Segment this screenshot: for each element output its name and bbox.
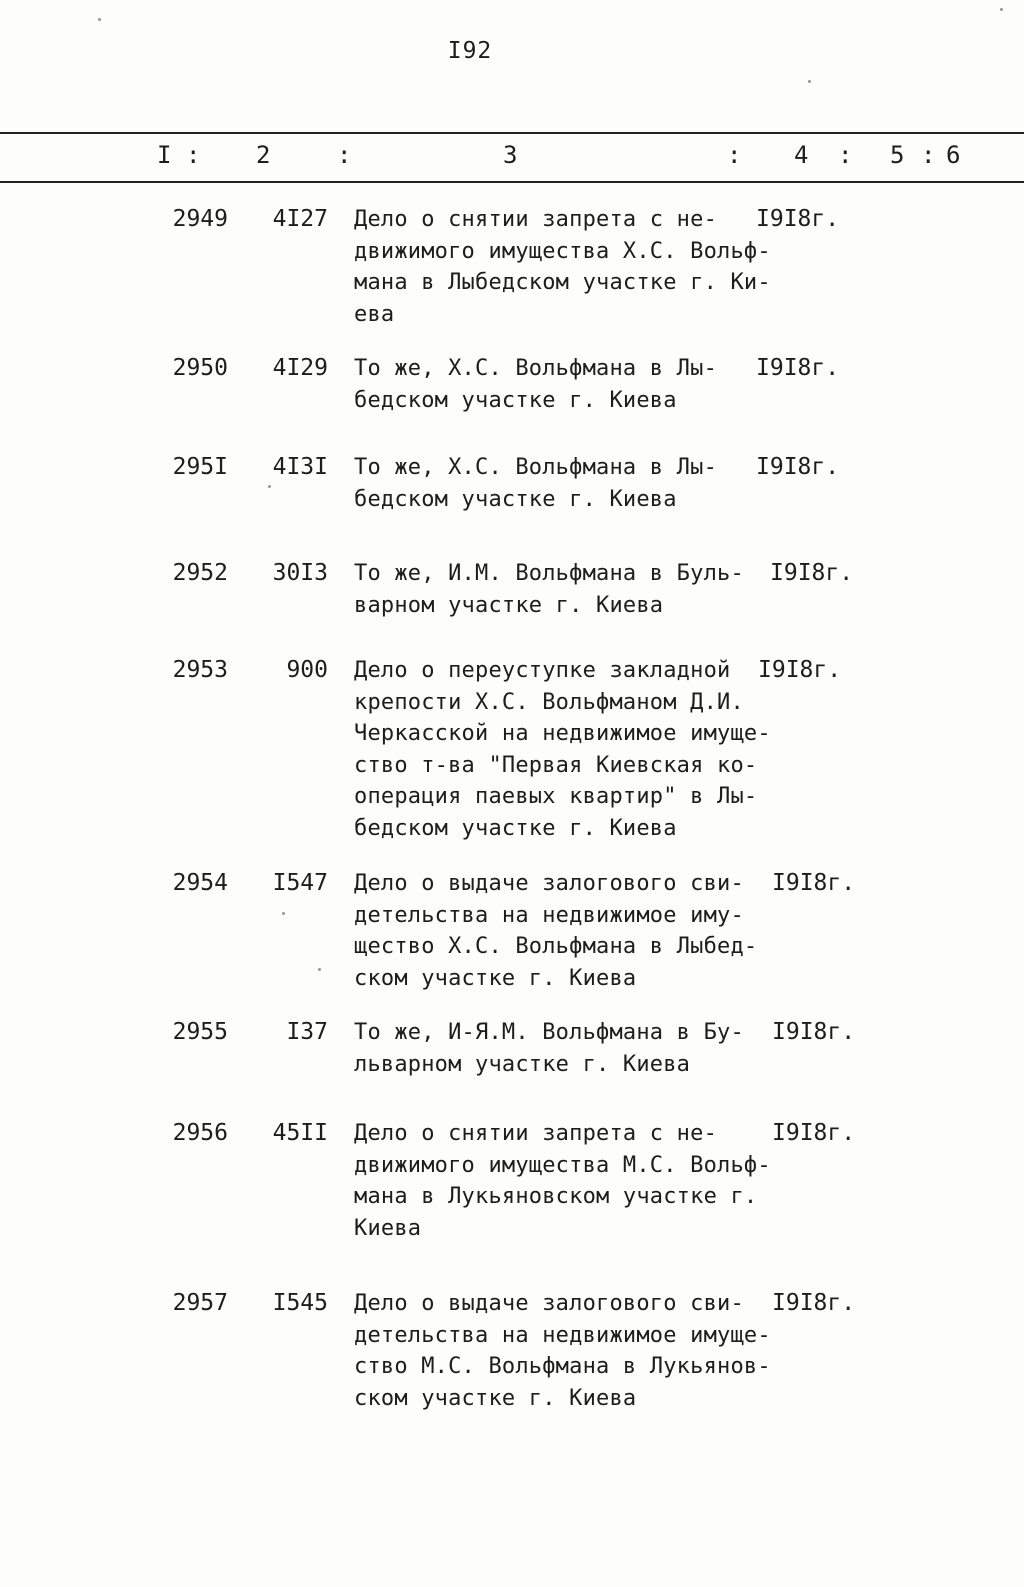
file-number: 4I27 [272, 206, 328, 232]
title-line: бедском участке г. Киева [354, 815, 677, 841]
title-line: мана в Лукьяновском участке г. [354, 1184, 758, 1209]
entry-title [354, 1288, 771, 1414]
title-line: Дело о выдаче залогового сви- [354, 1291, 744, 1316]
scan-speck [318, 968, 321, 971]
entry-number: 2955 [172, 1019, 228, 1045]
entry-title [354, 353, 754, 416]
title-line: ева [354, 301, 395, 327]
entry-number: 2956 [172, 1120, 228, 1146]
title-line: детельства на недвижимое имуще- [354, 1322, 771, 1348]
entry-title [354, 1017, 754, 1080]
title-line: бедском участке г. Киева [354, 486, 677, 512]
entry-number: 2949 [172, 206, 228, 232]
column-header-2: 2 [256, 141, 271, 169]
entry-number: 2954 [172, 870, 228, 896]
column-separator: : [838, 141, 853, 169]
file-number: 4I3I [272, 454, 328, 480]
title-line: Черкасской на недвижимое имуще- [354, 721, 771, 746]
file-number: 4I29 [272, 355, 328, 381]
scan-speck [1000, 8, 1003, 11]
entry-number: 2953 [172, 657, 228, 683]
entry-title [354, 868, 758, 994]
title-line: движимого имущества М.С. Вольф- [354, 1152, 771, 1178]
scan-speck [268, 485, 271, 488]
column-separator: : [337, 141, 352, 169]
file-number: 45II [272, 1120, 328, 1146]
title-line: То же, Х.С. Вольфмана в Лы- [354, 455, 718, 480]
entry-year: I9I8г. [772, 870, 856, 896]
page-number: I92 [447, 38, 493, 64]
entry-year: I9I8г. [772, 1019, 856, 1045]
title-line: бедском участке г. Киева [354, 387, 677, 413]
entry-title [354, 452, 754, 515]
column-header-5: 5 [890, 141, 905, 169]
title-line: Киева [354, 1215, 422, 1241]
title-line: То же, И.М. Вольфмана в Буль- [354, 561, 744, 586]
title-line: Дело о снятии запрета с не- [354, 1121, 718, 1146]
title-line: щество Х.С. Вольфмана в Лыбед- [354, 934, 758, 959]
column-separator: : [727, 141, 742, 169]
scan-speck [808, 80, 811, 83]
entry-year: I9I8г. [756, 206, 840, 232]
entry-title [354, 204, 771, 330]
title-line: Дело о переуступке закладной [354, 658, 731, 683]
title-line: льварном участке г. Киева [354, 1051, 691, 1077]
entry-year: I9I8г. [756, 355, 840, 381]
entry-title [354, 1118, 771, 1244]
entry-year: I9I8г. [758, 657, 842, 683]
entry-title [354, 558, 754, 621]
entry-year: I9I8г. [772, 1290, 856, 1316]
title-line: ском участке г. Киева [354, 1385, 637, 1411]
entry-year: I9I8г. [756, 454, 840, 480]
entry-year: I9I8г. [772, 1120, 856, 1146]
title-line: Дело о выдаче залогового сви- [354, 871, 744, 896]
header-rule-bottom [0, 181, 1024, 183]
file-number: 30I3 [272, 560, 328, 586]
title-line: ство т-ва "Первая Киевская ко- [354, 752, 758, 778]
entry-number: 2952 [172, 560, 228, 586]
entry-title [354, 655, 771, 844]
title-line: операция паевых квартир" в Лы- [354, 784, 758, 809]
entry-number: 295I [172, 454, 228, 480]
column-separator: : [921, 141, 936, 169]
title-line: ство М.С. Вольфмана в Лукьянов- [354, 1354, 771, 1379]
title-line: варном участке г. Киева [354, 592, 664, 618]
entry-number: 2957 [172, 1290, 228, 1316]
title-line: мана в Лыбедском участке г. Ки- [354, 270, 771, 295]
title-line: То же, И-Я.М. Вольфмана в Бу- [354, 1020, 744, 1045]
file-number: I37 [286, 1019, 328, 1045]
column-header-3: 3 [503, 141, 518, 169]
title-line: детельства на недвижимое иму- [354, 902, 744, 928]
title-line: То же, Х.С. Вольфмана в Лы- [354, 356, 718, 381]
title-line: движимого имущества Х.С. Вольф- [354, 238, 771, 264]
title-line: ском участке г. Киева [354, 965, 637, 991]
title-line: Дело о снятии запрета с не- [354, 207, 718, 232]
file-number: I545 [272, 1290, 328, 1316]
scan-speck [282, 912, 285, 915]
column-separator: : [186, 141, 201, 169]
scan-speck [98, 18, 101, 21]
header-rule-top [0, 132, 1024, 134]
column-header-1: I [157, 141, 172, 169]
entry-year: I9I8г. [770, 560, 854, 586]
file-number: 900 [286, 657, 328, 683]
file-number: I547 [272, 870, 328, 896]
entry-number: 2950 [172, 355, 228, 381]
column-header-4: 4 [794, 141, 809, 169]
column-header-6: 6 [946, 141, 961, 169]
title-line: крепости Х.С. Вольфманом Д.И. [354, 689, 744, 715]
